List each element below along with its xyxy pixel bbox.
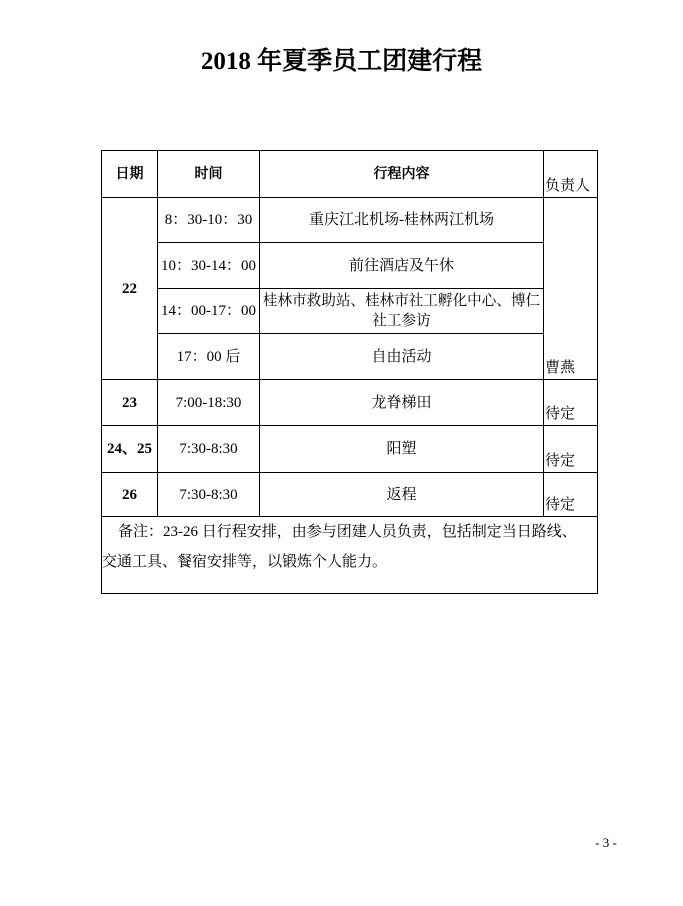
row-26-time-cell: [157, 472, 260, 517]
day22-person: 曹燕: [545, 360, 576, 376]
page-title: 2018 年夏季员工团建行程: [200, 48, 483, 75]
row-26-person-cell: [543, 472, 598, 517]
day22-time-1: 8：30-10：30: [164, 212, 253, 228]
row-date: 26: [122, 486, 137, 503]
day22-time-3: 14：00-17：00: [161, 303, 256, 319]
row-date: 23: [122, 394, 137, 411]
row-24-25-person-cell: [543, 425, 598, 473]
day22-content-cell-2: [259, 242, 544, 289]
day22-time-cell-2: [157, 242, 260, 289]
day22-time-2: 10：30-14：00: [161, 257, 256, 274]
day22-content-4: 自由活动: [371, 348, 432, 365]
row-content: 阳塑: [386, 441, 417, 457]
row-person: 待定: [545, 497, 576, 513]
day22-content-cell-3: [259, 288, 544, 334]
row-person: 待定: [545, 453, 576, 469]
row-time: 7:30-8:30: [179, 441, 238, 457]
header-content-label: 行程内容: [373, 166, 430, 182]
row-24-25-date-cell: [101, 425, 158, 473]
row-person: 待定: [545, 406, 576, 422]
page-number: - 3 -: [595, 835, 617, 850]
day22-date-cell: [101, 197, 158, 380]
header-time: [157, 150, 260, 198]
day22-time-cell-1: [157, 197, 260, 243]
day22-time-cell-3: [157, 288, 260, 334]
day22-content-3-line-2: 社工参访: [372, 313, 431, 329]
row-content: 返程: [386, 486, 417, 503]
row-23-date-cell: [101, 379, 158, 426]
note-line-1: 备注：23-26 日行程安排，由参与团建人员负责，包括制定当日路线、: [118, 524, 577, 540]
header-date-label: 日期: [115, 166, 144, 182]
header-person: [543, 150, 598, 198]
header-date: [101, 150, 158, 198]
row-26-date-cell: [101, 472, 158, 517]
row-24-25-time-cell: [157, 425, 260, 473]
row-24-25-content-cell: [259, 425, 544, 473]
row-date: 24、25: [106, 441, 152, 457]
note-cell: [101, 516, 598, 594]
row-23-person-cell: [543, 379, 598, 426]
day22-time-cell-4: [157, 333, 260, 380]
day22-content-cell-1: [259, 197, 544, 243]
row-time: 7:30-8:30: [179, 486, 238, 503]
header-content: [259, 150, 544, 198]
note-line-2: 交通工具、餐宿安排等，以锻炼个人能力。: [102, 554, 388, 570]
day22-person-cell: [543, 197, 598, 380]
row-23-time-cell: [157, 379, 260, 426]
row-time: 7:00-18:30: [175, 394, 242, 411]
day22-content-3-line-1: 桂林市救助站、桂林市社工孵化中心、博仁: [262, 293, 541, 309]
row-content: 龙脊梯田: [371, 394, 432, 411]
day22-content-cell-4: [259, 333, 544, 380]
day22-content-2: 前往酒店及午休: [348, 257, 454, 274]
row-26-content-cell: [259, 472, 544, 517]
header-person-label: 负责人: [545, 178, 591, 194]
row-23-content-cell: [259, 379, 544, 426]
day22-time-4: 17：00 后: [176, 348, 241, 365]
day22-content-1: 重庆江北机场-桂林两江机场: [309, 212, 494, 228]
day22-date: 22: [122, 280, 137, 297]
header-time-label: 时间: [194, 166, 223, 182]
